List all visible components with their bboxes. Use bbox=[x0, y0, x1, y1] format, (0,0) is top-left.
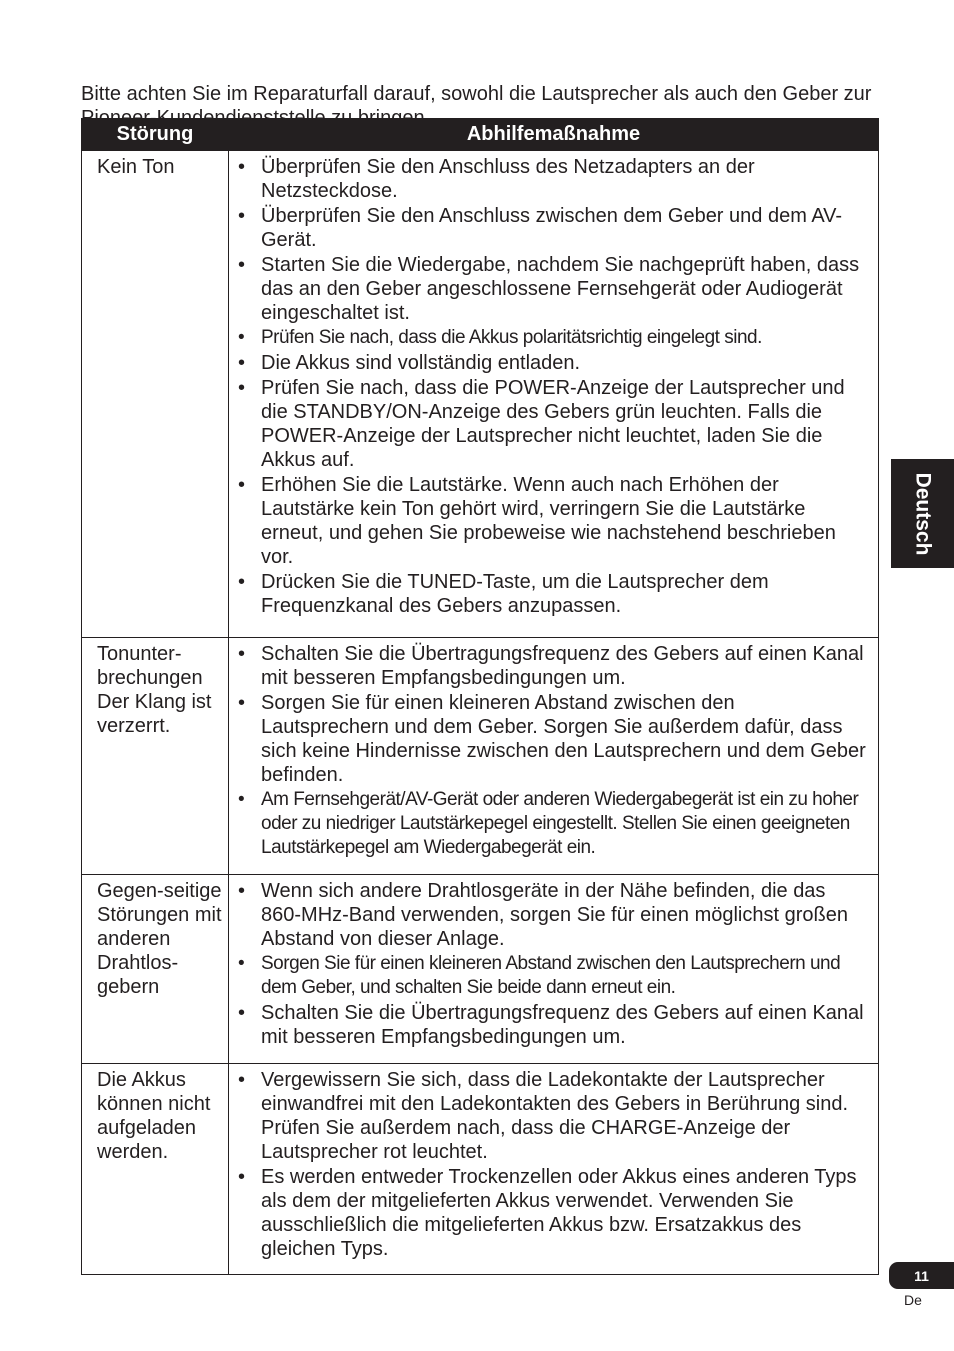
remedy-item: • Prüfen Sie nach, dass die POWER-Anzeige der Lautsprecher und die STANDBY/ON-Anzeige des Gebers grün leuchten. Falls die POWER-Anzeige der Lautsprecher nicht leuchtet, laden Sie die Akkus auf. bbox=[237, 376, 868, 472]
troubleshooting-table bbox=[81, 118, 879, 1275]
problem-cell bbox=[82, 638, 229, 875]
header-remedy: Abhilfemaßnahme bbox=[229, 119, 879, 151]
intro-text: Bitte achten Sie im Reparaturfall darauf, sowohl die Lautsprecher als auch den Geber zur bbox=[81, 83, 872, 105]
header-problem: Störung bbox=[82, 119, 229, 151]
problem-text: Gegen-seitige Störungen mit anderen Drahtlos-gebern bbox=[97, 880, 222, 998]
remedy-item: • Erhöhen Sie die Lautstärke. Wenn auch nach Erhöhen der Lautstärke kein Ton gehört wird, verringern Sie die Lautstärke erneut, und gehen Sie probeweise wie nachstehend beschrieben vor. bbox=[237, 473, 868, 569]
problem-text: Tonunter-brechungen Der Klang ist verzerrt. bbox=[97, 643, 212, 737]
remedy-item: • Wenn sich andere Drahtlosgeräte in der Nähe befinden, die das 860-MHz-Band verwenden, sorgen Sie für einen möglichst großen Abstand von dieser Anlage. bbox=[237, 879, 868, 951]
remedy-item: • Am Fernsehgerät/AV-Gerät oder anderen Wiedergabegerät ist ein zu hoher oder zu niedriger Lautstärkepegel eingestellt. Stellen Sie einen geeigneten Lautstärkepegel am Wiedergabegerät ein. bbox=[237, 788, 868, 860]
remedy-list bbox=[237, 879, 868, 1049]
remedy-item: • Vergewissern Sie sich, dass die Ladekontakte der Lautsprecher einwandfrei mit den Ladekontakten des Gebers in Berührung sind. Prüfen Sie außerdem nach, dass die CHARGE-Anzeige der Lautsprecher rot leuchtet. bbox=[237, 1068, 868, 1164]
remedy-cell bbox=[229, 151, 879, 638]
table-row bbox=[82, 151, 879, 638]
table-row bbox=[82, 875, 879, 1064]
remedy-item: • Sorgen Sie für einen kleineren Abstand zwischen den Lautsprechern und dem Geber. Sorgen Sie außerdem dafür, dass sich keine Hindernisse zwischen den Lautsprechern und dem Geber befinden. bbox=[237, 691, 868, 787]
remedy-item: • Drücken Sie die TUNED-Taste, um die Lautsprecher dem Frequenzkanal des Gebers anzupassen. bbox=[237, 570, 868, 618]
remedy-item: • Schalten Sie die Übertragungsfrequenz des Gebers auf einen Kanal mit besseren Empfangsbedingungen um. bbox=[237, 642, 868, 690]
problem-cell bbox=[82, 151, 229, 638]
problem-text: Kein Ton bbox=[97, 156, 175, 178]
remedy-item: • Die Akkus sind vollständig entladen. bbox=[237, 351, 868, 375]
table-row bbox=[82, 638, 879, 875]
remedy-list bbox=[237, 642, 868, 860]
table-header-row bbox=[82, 119, 879, 151]
problem-cell bbox=[82, 875, 229, 1064]
page-number-badge bbox=[889, 1262, 954, 1289]
remedy-cell bbox=[229, 1064, 879, 1275]
remedy-item: • Starten Sie die Wiedergabe, nachdem Sie nachgeprüft haben, dass das an den Geber angeschlossene Fernsehgerät oder Audiogerät eingeschaltet ist. bbox=[237, 253, 868, 325]
language-code: De bbox=[904, 1292, 922, 1308]
problem-text: Die Akkus können nicht aufgeladen werden. bbox=[97, 1069, 211, 1163]
table-row bbox=[82, 1064, 879, 1275]
side-tab-label: Deutsch bbox=[911, 472, 935, 555]
remedy-cell bbox=[229, 875, 879, 1064]
remedy-list bbox=[237, 155, 868, 618]
page-number: 11 bbox=[914, 1267, 929, 1284]
remedy-item: • Überprüfen Sie den Anschluss zwischen dem Geber und dem AV-Gerät. bbox=[237, 204, 868, 252]
problem-cell bbox=[82, 1064, 229, 1275]
remedy-list bbox=[237, 1068, 868, 1261]
remedy-cell bbox=[229, 638, 879, 875]
remedy-item: • Überprüfen Sie den Anschluss des Netzadapters an der Netzsteckdose. bbox=[237, 155, 868, 203]
remedy-item: • Es werden entweder Trockenzellen oder Akkus eines anderen Typs als dem der mitgelieferten Akkus verwendet. Verwenden Sie ausschließlich die mitgelieferten Akkus bzw. Ersatzakkus des gleichen Typs. bbox=[237, 1165, 868, 1261]
remedy-item: • Sorgen Sie für einen kleineren Abstand zwischen den Lautsprechern und dem Geber, und schalten Sie beide dann erneut ein. bbox=[237, 952, 868, 1000]
remedy-item: • Prüfen Sie nach, dass die Akkus polaritätsrichtig eingelegt sind. bbox=[237, 326, 868, 350]
language-side-tab bbox=[891, 459, 954, 568]
remedy-item: • Schalten Sie die Übertragungsfrequenz des Gebers auf einen Kanal mit besseren Empfangsbedingungen um. bbox=[237, 1001, 868, 1049]
